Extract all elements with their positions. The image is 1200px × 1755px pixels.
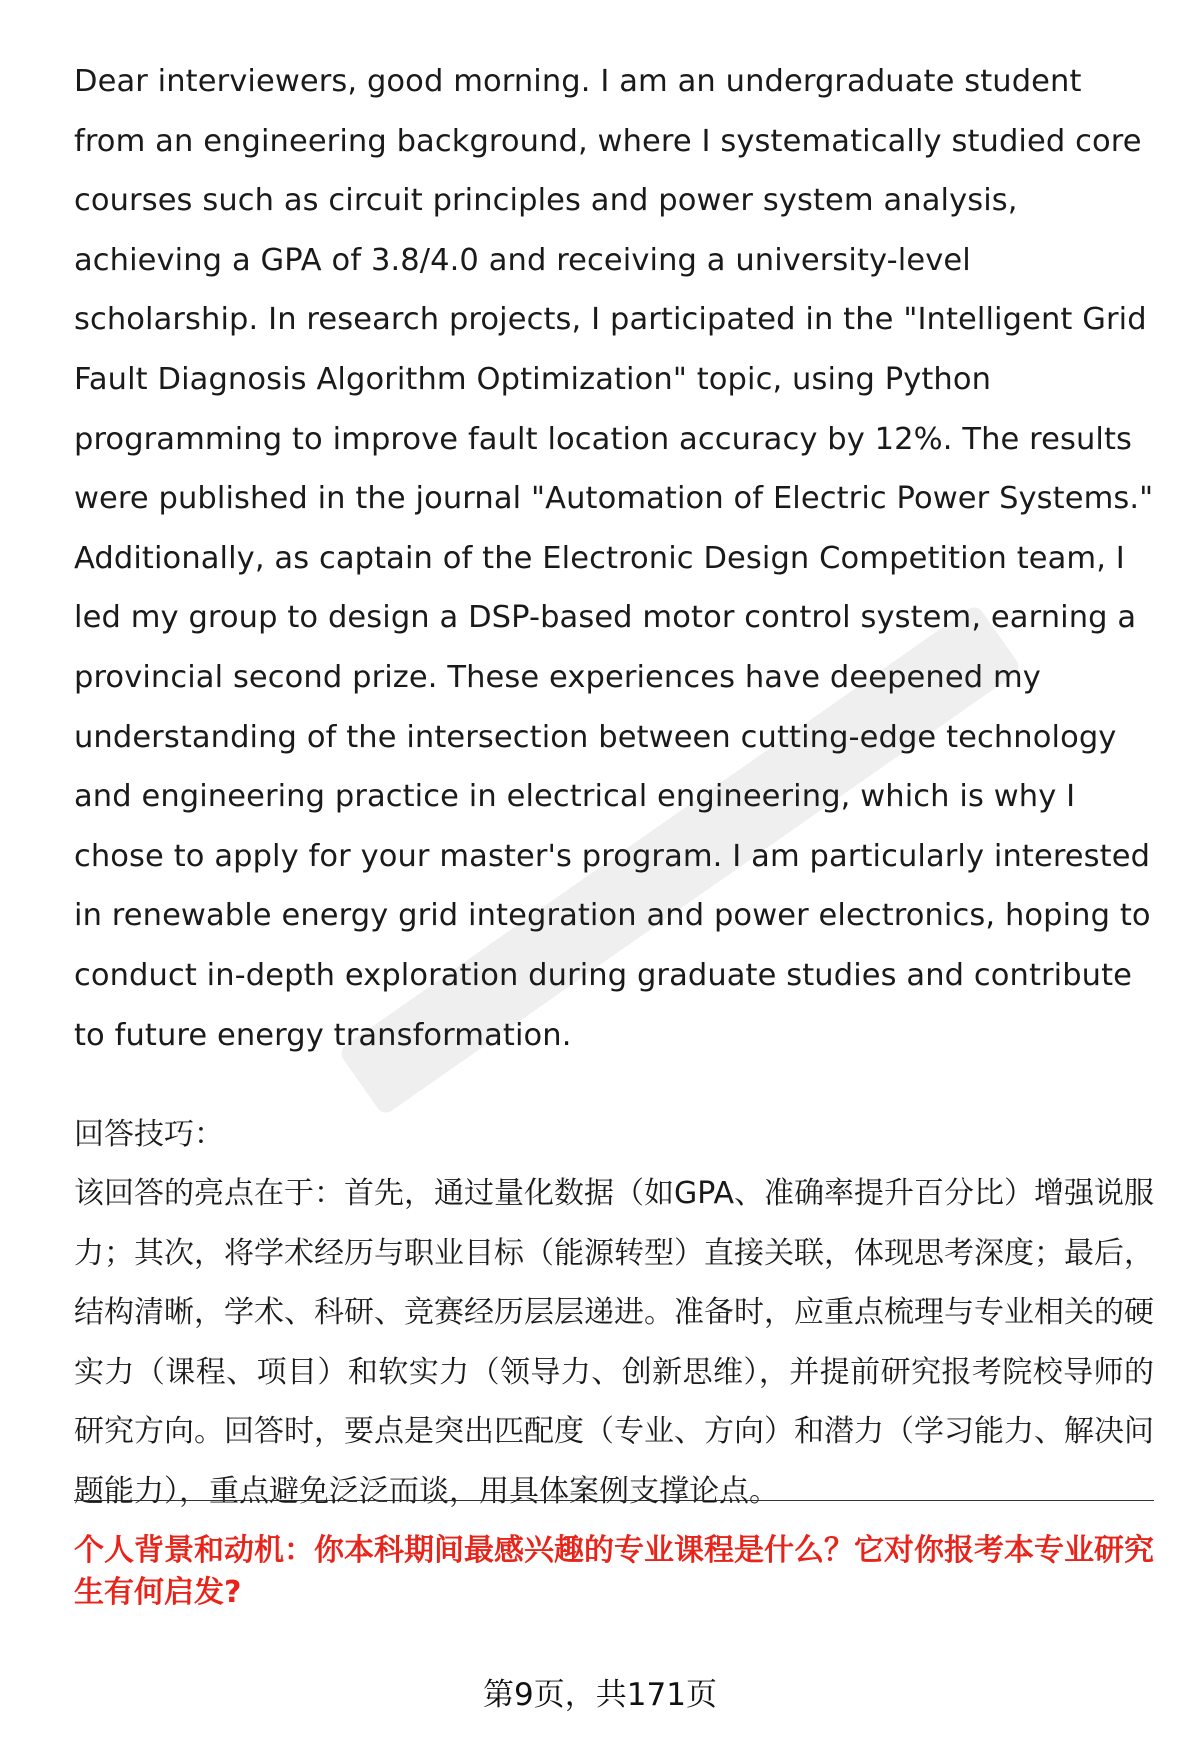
- next-question-heading: 个人背景和动机：你本科期间最感兴趣的专业课程是什么？它对你报考本专业研究生有何启发?: [74, 1533, 1154, 1610]
- answer-tips-body: 该回答的亮点在于：首先，通过量化数据（如GPA、准确率提升百分比）增强说服力；其次，将学术经历与职业目标（能源转型）直接关联，体现思考深度；最后，结构清晰，学术、科研、竞赛经历层层递进。准备时，应重点梳理与专业相关的硬实力（课程、项目）和软实力（领导力、创新思维），并提前研究报考院校导师的研究方向。回答时，要点是突出匹配度（专业、方向）和潜力（学习能力、解决问题能力），重点避免泛泛而谈，用具体案例支撑论点。: [74, 1176, 1154, 1510]
- answer-tips-heading: 回答技巧：: [74, 1117, 224, 1153]
- page-number-footer: 第9页，共171页: [483, 1677, 717, 1713]
- sample-answer-text: Dear interviewers, good morning. I am an undergraduate student from an engineering background, where I systematically studied core courses such as circuit principles and power system analysis, achieving a GPA of 3.8/4.0 and receiving a university-level scholarship. In research projects, I participated in the "Intelligent Grid Fault Diagnosis Algorithm Optimization" topic, using Python programming to improve fault location accuracy by 12%. The results were published in the journal "Automation of Electric Power Systems." Additionally, as captain of the Electronic Design Competition team, I led my group to design a DSP-based motor control system, earning a provincial second prize. These experiences have deepened my understanding of the intersection between cutting-edge technology and engineering practice in electrical engineering, which is why I chose to apply for your master's program. I am particularly interested in renewable energy grid integration and power electronics, hoping to conduct in-depth exploration during graduate studies and contribute to future energy transformation.: [74, 64, 1154, 1053]
- document-page: [74, 52, 1154, 1522]
- section-divider: [74, 1500, 1154, 1501]
